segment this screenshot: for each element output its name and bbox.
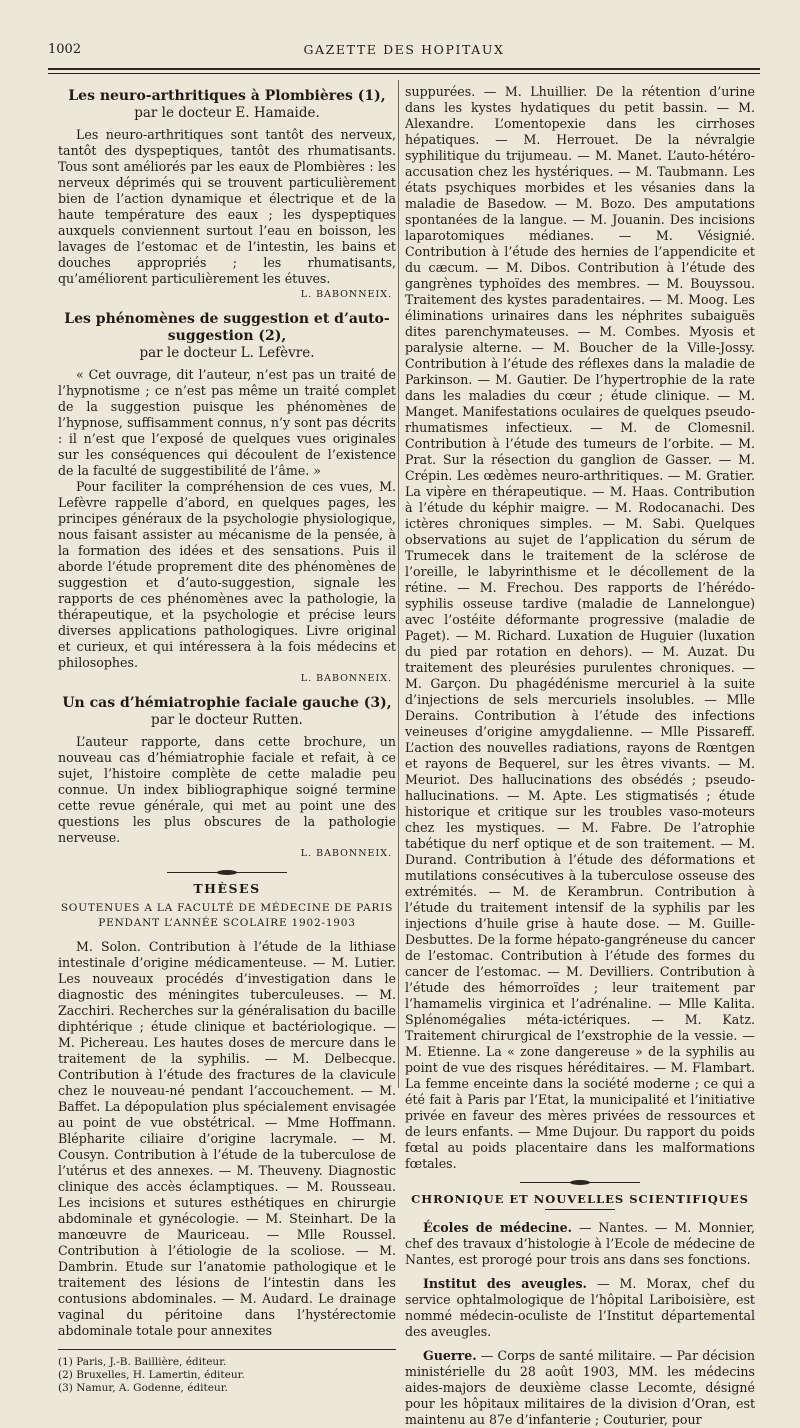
page-header [48, 42, 760, 62]
right-column [405, 84, 755, 1428]
theses-subtitle [58, 901, 396, 931]
article-body: Les neuro-arthritiques sont tantôt des nerveux, tantôt des dyspeptiques, tantôt des rhumatisants. Tous sont améliorés par les eaux de Plombières : les nerveux déprimés qui se trouvent particulièrement bien de l’action dynamique et électrique et de la haute température des eaux ; les dyspeptiques auxquels conviennent surtout l’eau en boisson, les lavages de l’estomac et de l’intestin, les bains et douches appropriés ; les rhumatisants, qu’améliorent particulièrement les étuves. [58, 127, 396, 286]
journal-title: GAZETTE DES HOPITAUX [303, 42, 505, 57]
news-item-title: Institut des aveugles. [423, 1276, 587, 1291]
news-item-title: Écoles de médecine. [423, 1220, 573, 1235]
article-signature: L. BABONNEIX. [300, 673, 392, 684]
left-column [58, 84, 396, 1395]
article-body: Pour faciliter la compréhension de ces vues, M. Lefèvre rappelle d’abord, en quelques pages, les principes généraux de la psychologie physiologique, nous faisant assister au mécanisme de la pensée, à la formation des idées et des sensations. Puis il aborde l’étude proprement dite des phénomènes de suggestion et d’auto-suggestion, signale les rapports de ces phénomènes avec la pathologie, la thérapeutique, et la psychologie et précise leurs diverses applications pathologiques. Livre original et curieux, et qui intéressera à la fois médecins et philosophes. [58, 479, 396, 670]
article-signature: L. BABONNEIX. [300, 848, 392, 859]
section-ornament [520, 1182, 640, 1183]
header-rule-thick [48, 68, 760, 70]
footnote-rule [58, 1349, 396, 1350]
news-item-body: — Corps de santé militaire. — Par décision ministérielle du 28 août 1903, MM. les médecins aides-majors de deuxième classe Lecomte, désigné pour les hôpitaux militaires de la division d’Oran, est maintenu au 87e d’infanterie ; Couturier, pour [405, 1348, 755, 1427]
theses-list: M. Solon. Contribution à l’étude de la lithiase intestinale d’origine médicamenteuse. — M. Lutier. Les nouveaux procédés d’investigation dans le diagnostic des méningites tuberculeuses. — M. Zacchiri. Recherches sur la généralisation du bacille diphtérique ; étude clinique et bactériologique. — M. Pichereau. Les hautes doses de mercure dans le traitement de la syphilis. — M. Delbecque. Contribution à l’étude des fractures de la clavicule chez le nouveau-né pendant l’accouchement. — M. Baffet. La dépopulation plus spécialement envisagée au point de vue obstétrical. — Mme Hoffmann. Blépharite ciliaire d’origine lacrymale. — M. Cousyn. Contribution à l’étude de la tuberculose de l’utérus et des annexes. — M. Theuveny. Diagnostic clinique des accès éclamptiques. — M. Rousseau. Les incisions et sutures esthétiques en chirurgie abdominale et gynécologie. — M. Steinhart. De la manœuvre de Mauriceau. — Mlle Roussel. Contribution à l’étiologie de la scoliose. — M. Dambrin. Etude sur l’anatomie pathologique et le traitement des lésions de l’intestin dans les contusions abdominales. — M. Audard. Le drainage vaginal du péritoine dans l’hystérectomie abdominale totale pour annexites [58, 939, 396, 1338]
theses-subtitle-line: PENDANT L’ANNÉE SCOLAIRE 1902-1903 [98, 917, 356, 929]
footnote: (3) Namur, A. Godenne, éditeur. [58, 1382, 228, 1394]
article-signature: L. BABONNEIX. [300, 289, 392, 300]
footnote: (1) Paris, J.-B. Baillière, éditeur. [58, 1356, 227, 1368]
article-title: Un cas d’hémiatrophie faciale gauche (3), [62, 695, 392, 711]
news-item [405, 1276, 755, 1340]
article-body: L’auteur rapporte, dans cette brochure, un nouveau cas d’hémiatrophie faciale et refait, à ce sujet, l’histoire complète de cette maladie peu connue. Un index bibliographique soigné termine cette revue générale, qui met au point une des questions les plus obscures de la pathologie nerveuse. [58, 734, 396, 845]
news-item-body: — Nantes. — M. Monnier, chef des travaux d’histologie à l’Ecole de médecine de Nantes, est prorogé pour trois ans dans ses fonctions. [405, 1220, 755, 1267]
section-ornament [167, 872, 287, 873]
article-body: « Cet ouvrage, dit l’auteur, n’est pas un traité de l’hypnotisme ; ce n’est pas même un traité complet de la suggestion puisque les phénomènes de l’hypnose, suffisamment connus, n’y sont pas décrits : il n’est que l’exposé de quelques vues originales sur les conséquences qui découlent de l’existence de la faculté de suggestibilité de l’âme. » [58, 367, 396, 478]
article-title: Les phénomènes de suggestion et d’auto-suggestion (2), [64, 311, 390, 344]
news-item [405, 1348, 755, 1428]
news-item [405, 1220, 755, 1268]
column-divider [398, 80, 399, 1088]
theses-subtitle-line: SOUTENUES A LA FACULTÉ DE MÉDECINE DE PARIS [60, 902, 394, 914]
header-rule-thin [48, 73, 760, 74]
chronique-rule [545, 1209, 615, 1210]
news-item-title: Guerre. [423, 1348, 477, 1363]
page-number: 1002 [48, 42, 82, 57]
news-item-body: — M. Morax, chef du service ophtalmologique de l’hôpital Lariboisière, est nommé médecin-oculiste de l’Institut départemental des aveugles. [405, 1276, 755, 1339]
chronique-title: CHRONIQUE ET NOUVELLES SCIENTIFIQUES [411, 1192, 749, 1206]
theses-title: THÈSES [193, 881, 261, 896]
article-byline: par le docteur E. Hamaide. [134, 105, 320, 121]
footnote: (2) Bruxelles, H. Lamertin, éditeur. [58, 1369, 245, 1381]
article-byline: par le docteur L. Lefèvre. [139, 345, 315, 361]
article-title: Les neuro-arthritiques à Plombières (1), [68, 88, 386, 104]
article-byline: par le docteur Rutten. [151, 712, 303, 728]
theses-list-continued: suppurées. — M. Lhuillier. De la rétention d’urine dans les kystes hydatiques du petit bassin. — M. Alexandre. L’omentopexie dans les cirrhoses hépatiques. — M. Herrouet. De la névralgie syphilitique du trijumeau. — M. Manet. L’auto-hétéro-accusation chez les hystériques. — M. Taubmann. Les états psychiques morbides et les vésanies dans la maladie de Basedow. — M. Bozo. Des amputations spontanées de la langue. — M. Jouanin. Des incisions laparotomiques médianes. — M. Vésignié. Contribution à l’étude des hernies de l’appendicite et du cæcum. — M. Dibos. Contribution à l’étude des gangrènes typhoïdes des membres. — M. Bouyssou. Traitement des kystes paradentaires. — M. Moog. Les éliminations urinaires dans les néphrites subaiguës dites parenchymateuses. — M. Combes. Myosis et paralysie alterne. — M. Boucher de la Ville-Jossy. Contribution à l’étude des réflexes dans la maladie de Parkinson. — M. Gautier. De l’hypertrophie de la rate dans les maladies du cœur ; étude clinique. — M. Manget. Manifestations oculaires de quelques pseudo-rhumatismes infectieux. — M. de Clomesnil. Contribution à l’étude des tumeurs de l’orbite. — M. Prat. Sur la résection du ganglion de Gasser. — M. Crépin. Les œdèmes neuro-arthritiques. — M. Gratier. La vipère en thérapeutique. — M. Haas. Contribution à l’étude du képhir maigre. — M. Rodocanachi. Des ictères chroniques simples. — M. Sabi. Quelques observations au sujet de l’application du sérum de Trumecek dans le traitement de la sclérose de l’oreille, le labyrinthisme et le décollement de la rétine. — M. Frechou. Des rapports de l’hérédo-syphilis osseuse tardive (maladie de Lannelongue) avec l’ostéite déformante progressive (maladie de Paget). — M. Richard. Luxation de Huguier (luxation du pied par rotation en dehors). — M. Auzat. Du traitement des pleurésies purulentes chroniques. — M. Garçon. Du phagédénisme mercuriel à la suite d’injections de sels mercuriels insolubles. — Mlle Derains. Contribution à l’étude des infections veineuses d’origine amygdalienne. — Mlle Pissareff. L’action des nouvelles radiations, rayons de Rœntgen et rayons de Bequerel, sur les êtres vivants. — M. Meuriot. Des hallucinations des obsédés ; pseudo-hallucinations. — M. Apte. Les stigmatisés ; étude historique et critique sur les troubles vaso-moteurs chez les mystiques. — M. Fabre. De l’atrophie tabétique du nerf optique et de son traitement. — M. Durand. Contribution à l’étude des déformations et mutilations consécutives à la tuberculose osseuse des extrémités. — M. de Kerambrun. Contribution à l’étude du traitement intensif de la syphilis par les injections d’huile grise à haute dose. — M. Guille-Desbuttes. De la forme hépato-gangréneuse du cancer de l’estomac. Contribution à l’étude des formes du cancer de l’estomac. — M. Devilliers. Contribution à l’étude des hémorroïdes ; leur traitement par l’hamamelis virginica et l’adrénaline. — Mlle Kalita. Splénomégalies méta-ictériques. — M. Katz. Traitement chirurgical de l’exstrophie de la vessie. — M. Etienne. La « zone dangereuse » de la syphilis au point de vue des risques héréditaires. — M. Flambart. La femme enceinte dans la société moderne ; ce qui a été fait à Paris par l’Etat, la municipalité et l’initiative privée en faveur des mères privées de ressources et de leurs enfants. — Mme Dujour. Du rapport du poids fœtal au poids placentaire dans les malformations fœtales. [405, 84, 755, 1171]
